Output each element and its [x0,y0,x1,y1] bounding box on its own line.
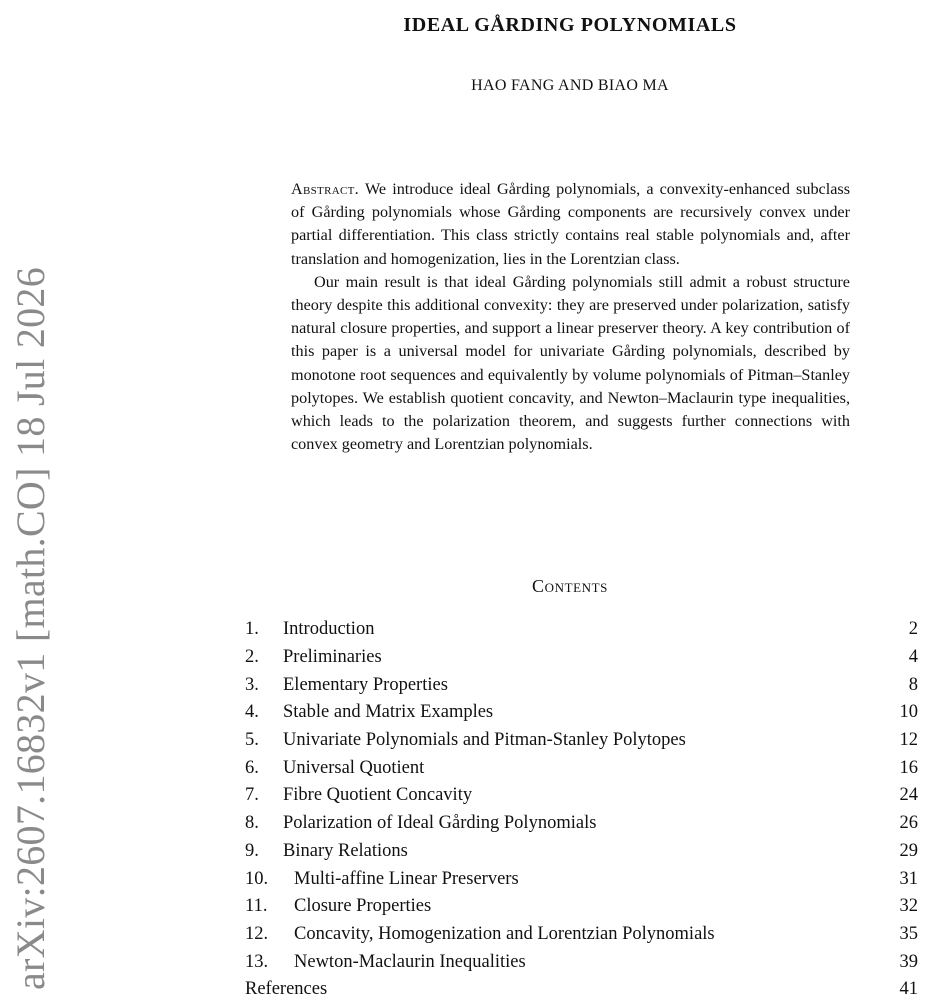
toc-entry-page: 31 [899,868,918,889]
toc-entry-page: 26 [899,813,918,834]
toc-entry-title: Closure Properties [294,896,432,917]
toc-entry-page: 39 [899,951,918,972]
toc-entry-number: 6. [245,757,259,778]
toc-entry-8[interactable] [245,810,918,838]
toc-entry-page: 41 [899,979,918,1000]
toc-entry-page: 29 [899,840,918,861]
toc-entry-page: 2 [908,619,918,640]
toc-entry-page: 35 [899,923,918,944]
toc-entry-title: Elementary Properties [283,674,448,695]
toc-entry-number: 10. [245,868,269,889]
paper-title: IDEAL GÅRDING POLYNOMIALS [403,14,737,36]
abstract-paragraph-1-text: We introduce ideal Gårding polynomials, a convexity-enhanced subclass of Gårding polynomials whose Gårding components are recursively convex under partial differentiation. This class strictly contains real stable polynomials and, after translation and homogenization, lies in the Lorentzian class. [291,180,850,268]
toc-entry-page: 12 [899,730,918,751]
table-of-contents [245,616,918,1004]
toc-entry-number: 9. [245,840,259,861]
toc-entry-page: 4 [908,647,918,668]
toc-entry-number: 4. [245,702,259,723]
abstract-paragraph-1 [291,178,850,271]
toc-entry-page: 10 [899,702,918,723]
toc-entry-7[interactable] [245,782,918,810]
toc-entry-number: 1. [245,619,259,640]
toc-entry-title: Univariate Polynomials and Pitman-Stanley Polytopes [283,730,686,751]
toc-entry-number: 5. [245,730,259,751]
toc-entry-title: References [245,979,328,1000]
toc-entry-1[interactable] [245,616,918,644]
toc-entry-title: Stable and Matrix Examples [283,702,494,723]
arxiv-identifier-stamp [2,266,60,990]
toc-entry-title: Fibre Quotient Concavity [283,785,473,806]
toc-entry-title: Concavity, Homogenization and Lorentzian Polynomials [294,923,715,944]
toc-entry-page: 16 [899,757,918,778]
toc-entry-number: 12. [245,923,269,944]
toc-entry-page: 24 [899,785,918,806]
toc-entry-number: 8. [245,813,259,834]
contents-heading: Contents [531,576,609,596]
toc-entry-10[interactable] [245,865,918,893]
abstract-section [291,178,850,456]
toc-entry-number: 13. [245,951,269,972]
toc-entry-title: Polarization of Ideal Gårding Polynomials [283,813,597,834]
toc-entry-6[interactable] [245,754,918,782]
toc-entry-title: Universal Quotient [283,757,425,778]
toc-entry-12[interactable] [245,921,918,949]
toc-entry-number: 7. [245,785,259,806]
abstract-label: Abstract. [291,180,359,198]
toc-entry-11[interactable] [245,893,918,921]
toc-entry-title: Introduction [283,619,375,640]
toc-entry-9[interactable] [245,838,918,866]
arxiv-identifier-text: arXiv:2607.16832v1 [math.CO] 18 Jul 2026 [8,266,54,990]
toc-entry-references[interactable] [245,976,918,1004]
toc-entry-page: 8 [908,674,918,695]
toc-entry-title: Multi-affine Linear Preservers [294,868,519,889]
toc-entry-title: Newton-Maclaurin Inequalities [294,951,526,972]
toc-entry-title: Binary Relations [283,840,408,861]
abstract-paragraph-2: Our main result is that ideal Gårding polynomials still admit a robust structure theory despite this additional convexity: they are preserved under polarization, satisfy natural closure properties, and support a linear preserver theory. A key contribution of this paper is a universal model for univariate Gårding polynomials, described by monotone root sequences and equivalently by volume polynomials of Pitman–Stanley polytopes. We establish quotient concavity, and Newton–Maclaurin type inequalities, which leads to the polarization theorem, and suggests further connections with convex geometry and Lorentzian polynomials. [291,272,850,454]
toc-entry-2[interactable] [245,644,918,672]
toc-entry-page: 32 [899,896,918,917]
paper-authors: HAO FANG AND BIAO MA [471,77,669,94]
toc-entry-4[interactable] [245,699,918,727]
toc-entry-3[interactable] [245,671,918,699]
toc-entry-number: 11. [245,896,268,917]
toc-entry-5[interactable] [245,727,918,755]
toc-entry-13[interactable] [245,948,918,976]
toc-entry-title: Preliminaries [283,647,382,668]
toc-entry-number: 2. [245,647,259,668]
toc-entry-number: 3. [245,674,259,695]
